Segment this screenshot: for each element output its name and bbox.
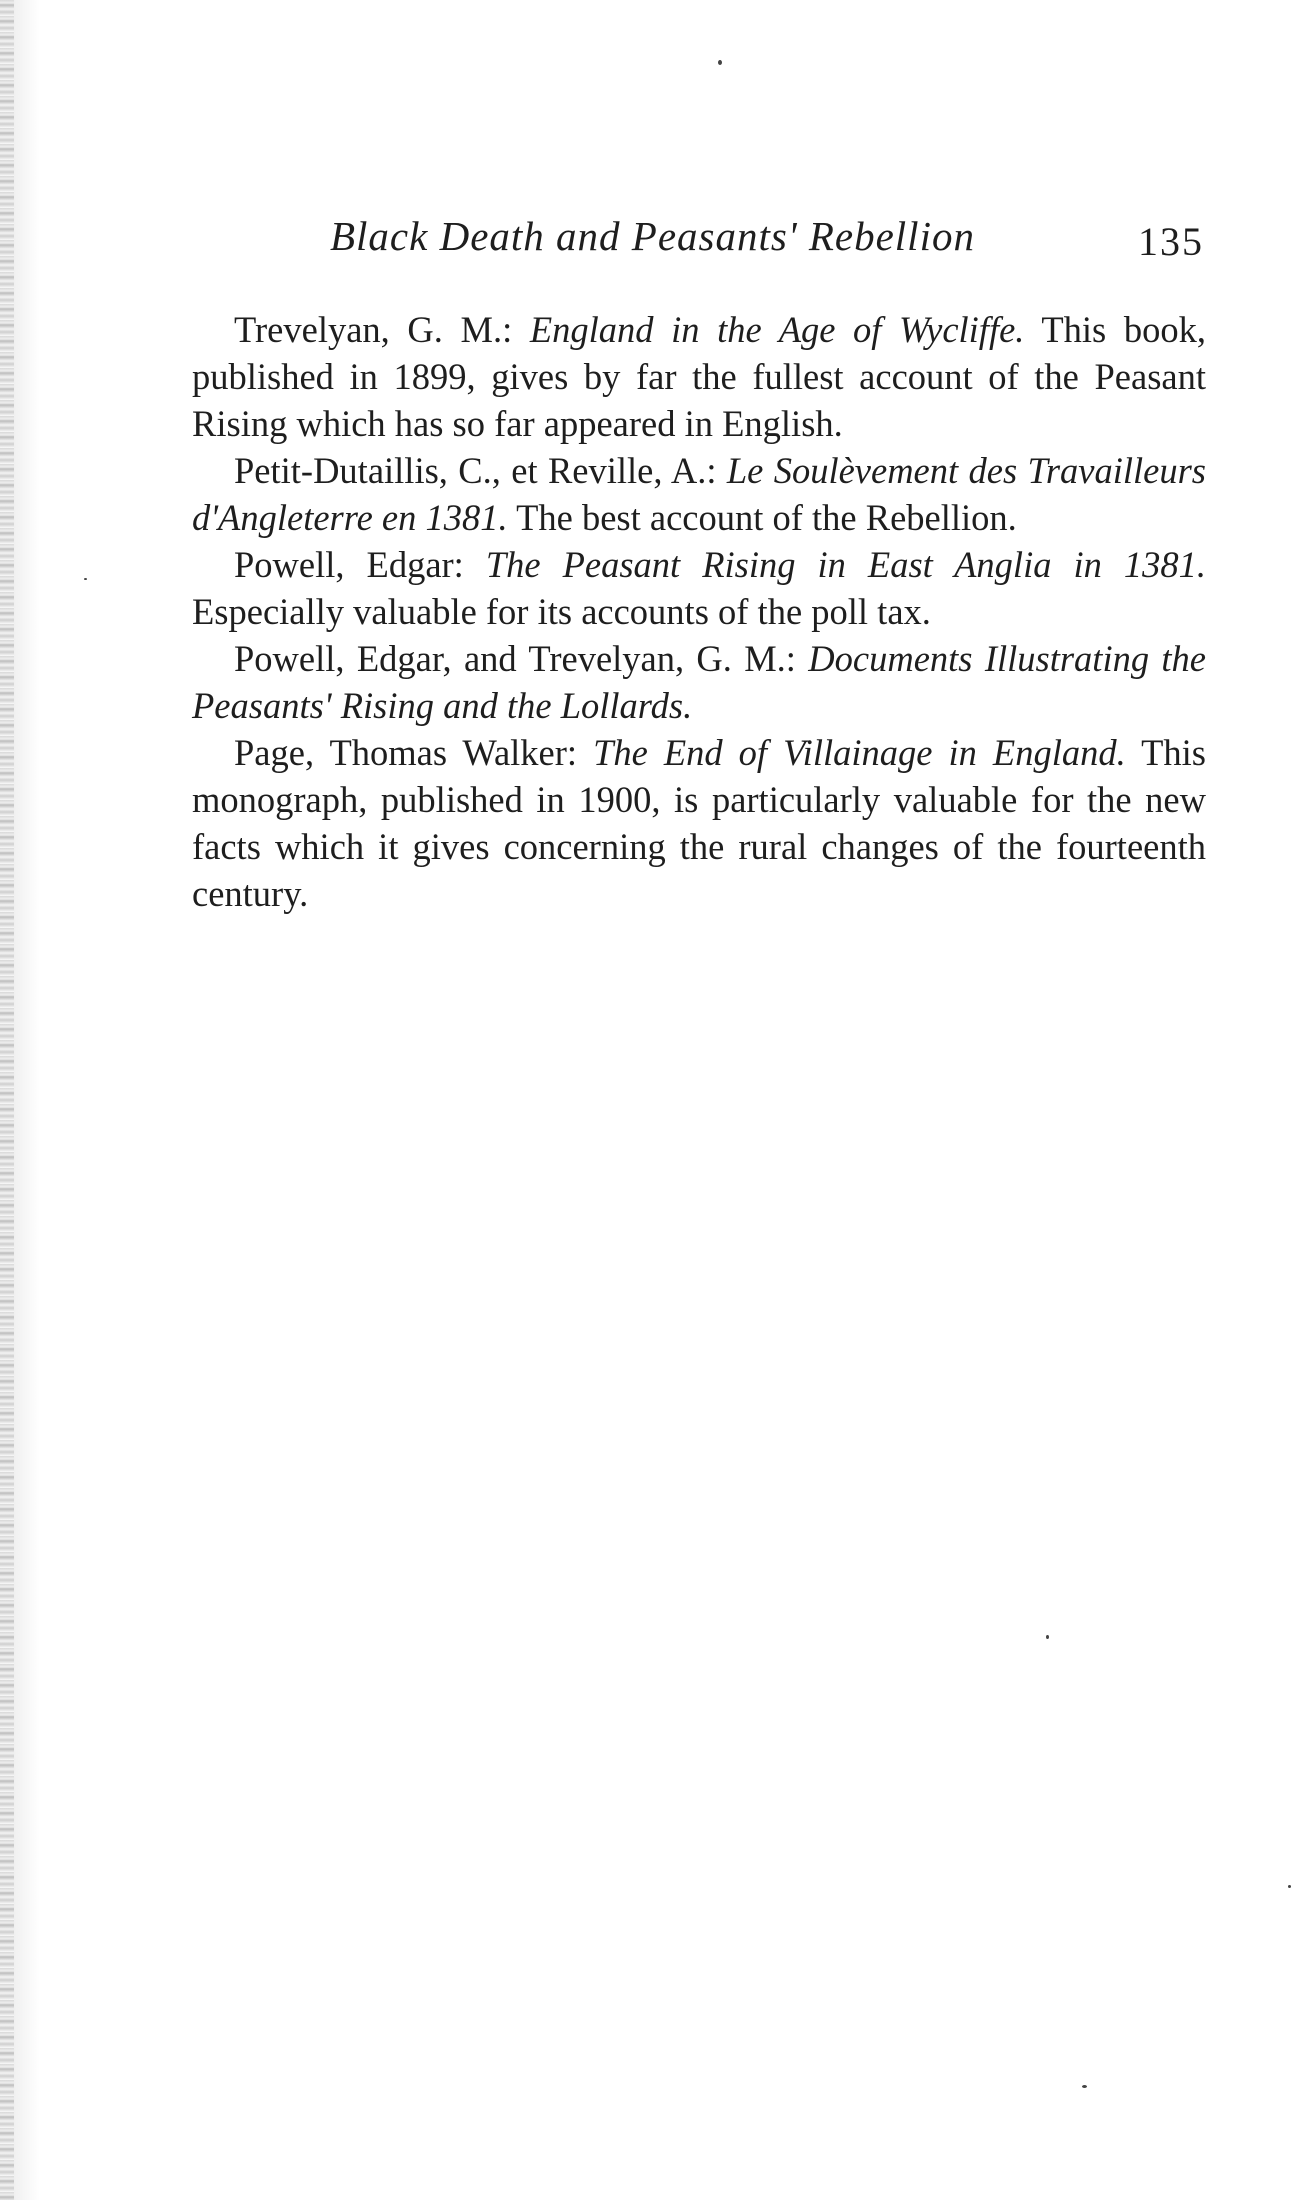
entry-author: Powell, Edgar: xyxy=(234,544,486,585)
entry-author: Page, Thomas Walker: xyxy=(234,732,594,773)
bibliography-entry xyxy=(192,541,1206,635)
binding-shadow xyxy=(14,0,40,2200)
scan-speck xyxy=(1288,1885,1291,1888)
entry-author: Powell, Edgar, and Trevelyan, G. M.: xyxy=(234,638,809,679)
bibliography-entry xyxy=(192,306,1206,447)
scan-speck xyxy=(718,60,722,65)
entry-title: England in the Age of Wycliffe. xyxy=(529,309,1025,350)
scan-speck xyxy=(1046,1635,1049,1639)
running-head: Black Death and Peasants' Rebellion xyxy=(330,213,975,259)
page-number: 135 xyxy=(1138,219,1204,264)
entry-title: The Peasant Rising in East Anglia in 1381. xyxy=(485,544,1207,585)
bibliography-entry xyxy=(192,635,1206,729)
entry-note: Especially valuable for its accounts of the poll tax. xyxy=(192,591,931,632)
entry-note: This monograph, published in 1900, is particularly valuable for the new facts which it gives concerning the rural changes of the fourteenth century. xyxy=(192,732,1206,914)
entry-title: The End of Villainage in England. xyxy=(593,732,1126,773)
entry-author: Petit-Dutaillis, C., et Reville, A.: xyxy=(234,450,727,491)
scan-speck xyxy=(84,578,87,580)
entry-title: Documents Illustrating the Peasants' Rising and the Lollards. xyxy=(192,638,1206,726)
bibliography-list xyxy=(192,306,1206,917)
entry-title: Le Soulèvement des Travailleurs d'Angleterre en 1381. xyxy=(192,450,1207,538)
entry-author: Trevelyan, G. M.: xyxy=(234,309,530,350)
entry-note: The best account of the Rebellion. xyxy=(507,497,1017,538)
scan-speck xyxy=(1082,2085,1087,2088)
entry-note: This book, published in 1899, gives by far the fullest account of the Peasant Rising which has so far appeared in English. xyxy=(192,309,1206,444)
binding-edge xyxy=(0,0,14,2200)
bibliography-entry xyxy=(192,729,1206,917)
bibliography-entry xyxy=(192,447,1206,541)
